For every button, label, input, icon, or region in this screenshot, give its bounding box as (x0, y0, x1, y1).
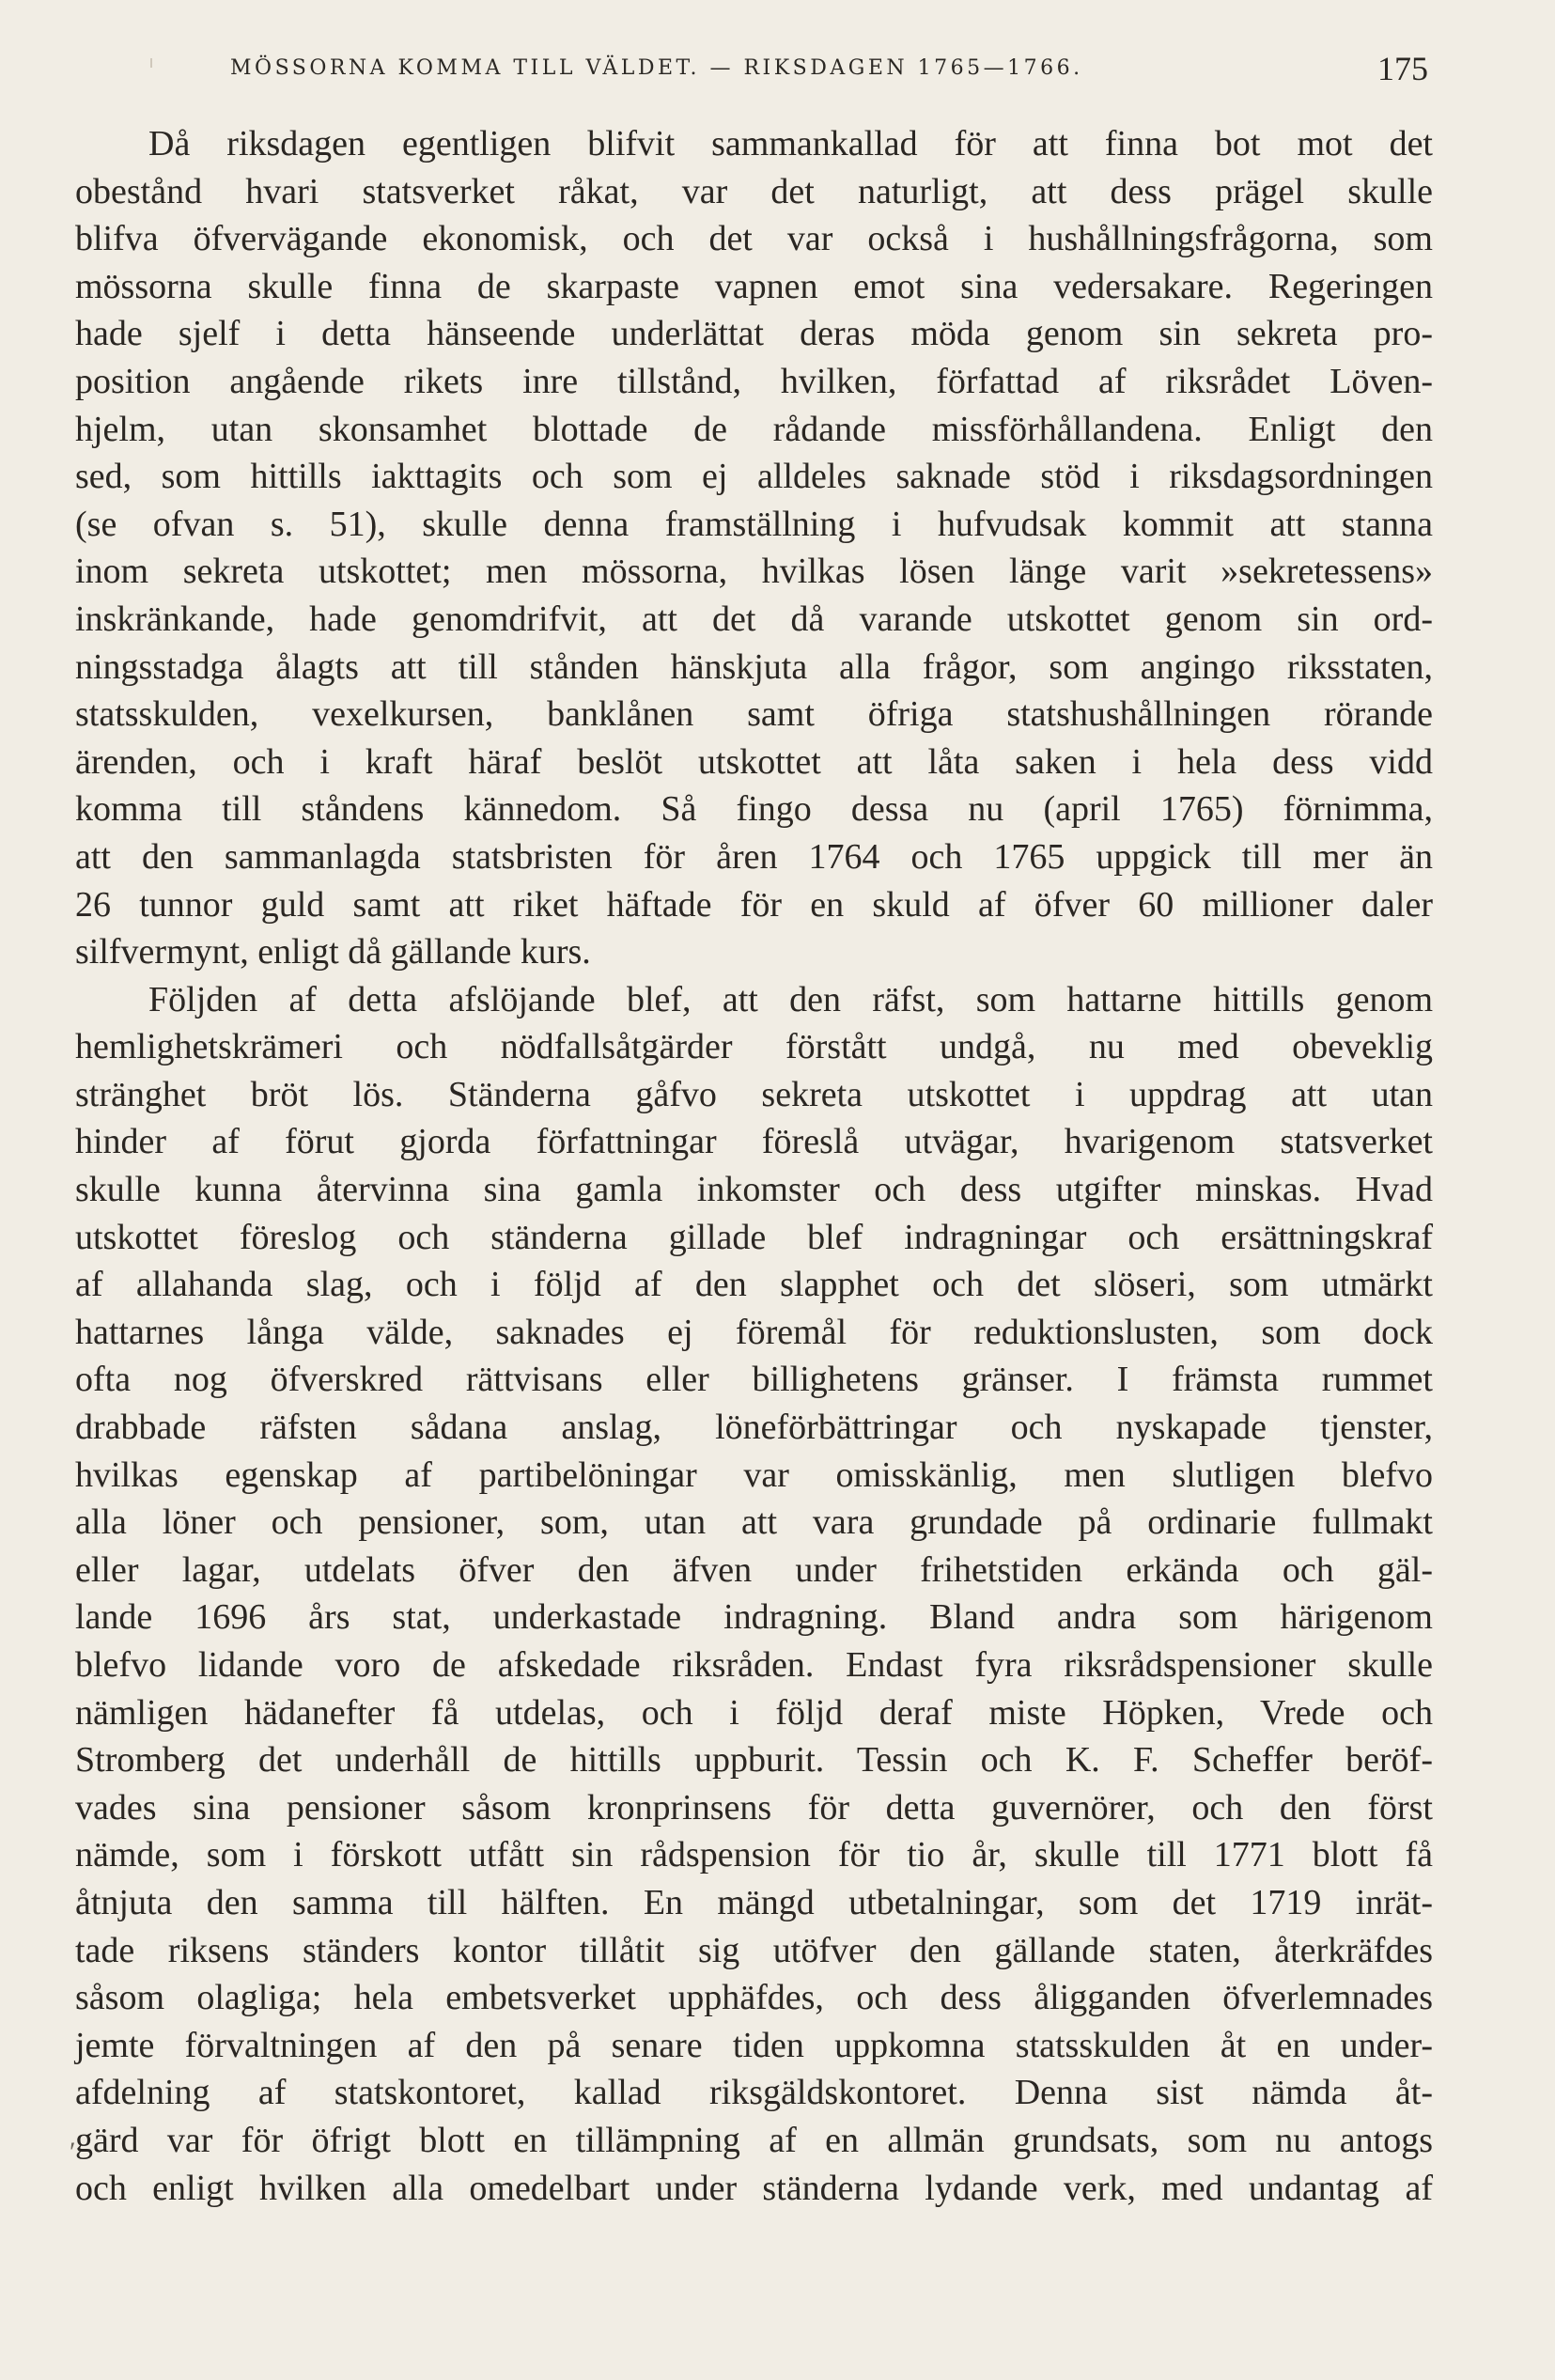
text-line: gärd var för öfrigt blott en tillämpning af en allmän grundsats, som nu antogs (75, 2120, 1433, 2160)
text-line: tade riksens ständers kontor tillåtit sig utöfver den gällande staten, återkräfdes (75, 1930, 1433, 1970)
text-line: ningsstadga ålagts att till stånden hänskjuta alla frågor, som angingo riksstaten, (75, 646, 1433, 687)
text-line: obestånd hvari statsverket råkat, var det naturligt, att dess prägel skulle (75, 171, 1433, 211)
text-line: hattarnes långa välde, saknades ej föremål för reduktionslusten, som dock (75, 1312, 1433, 1352)
text-line: position angående rikets inre tillstånd, hvilken, författad af riksrådet Löven- (75, 361, 1433, 401)
text-line: blefvo lidande voro de afskedade riksråden. Endast fyra riksrådspensioner skulle (75, 1645, 1433, 1685)
text-line: inskränkande, hade genomdrifvit, att det då varande utskottet genom sin ord- (75, 599, 1433, 639)
text-line: och enligt hvilken alla omedelbart under ständerna lydande verk, med undantag af (75, 2168, 1433, 2208)
scan-speck (150, 58, 152, 68)
text-line: nämligen hädanefter få utdelas, och i följd deraf miste Höpken, Vrede och (75, 1692, 1433, 1733)
text-line: mössorna skulle finna de skarpaste vapnen emot sina vedersakare. Regeringen (75, 266, 1433, 306)
text-line: Då riksdagen egentligen blifvit sammankallad för att finna bot mot det (148, 124, 1433, 163)
text-line: hade sjelf i detta hänseende underlättat deras möda genom sin sekreta pro- (75, 314, 1433, 354)
text-line: (se ofvan s. 51), skulle denna framställning i hufvudsak kommit att stanna (75, 504, 1433, 544)
text-line: hjelm, utan skonsamhet blottade de rådande missförhållandena. Enligt den (75, 409, 1433, 449)
body-text (75, 120, 1433, 2212)
text-line: åtnjuta den samma till hälften. En mängd utbetalningar, som det 1719 inrät- (75, 1882, 1433, 1922)
text-line: vades sina pensioner såsom kronprinsens för detta guvernörer, och den först (75, 1787, 1433, 1828)
page-header (230, 49, 1428, 90)
text-line: alla löner och pensioner, som, utan att vara grundade på ordinarie fullmakt (75, 1502, 1433, 1543)
text-line: jemte förvaltningen af den på senare tiden uppkomna statsskulden åt en under- (75, 2025, 1433, 2065)
text-line: inom sekreta utskottet; men mössorna, hvilkas lösen länge varit »sekretessens» (75, 552, 1433, 592)
text-line: sed, som hittills iakttagits och som ej alldeles saknade stöd i riksdagsordningen (75, 457, 1433, 497)
text-line: af allahanda slag, och i följd af den slapphet och det slöseri, som utmärkt (75, 1265, 1433, 1305)
page-number: 175 (1377, 50, 1428, 87)
text-line: ofta nog öfverskred rättvisans eller billighetens gränser. I främsta rummet (75, 1360, 1433, 1400)
margin-mark: ′ (70, 2137, 76, 2168)
text-line: hvilkas egenskap af partibelöningar var omisskänlig, men slutligen blefvo (75, 1454, 1433, 1495)
text-line: Stromberg det underhåll de hittills uppburit. Tessin och K. F. Scheffer beröf- (75, 1740, 1433, 1781)
text-line: nämde, som i förskott utfått sin rådspension för tio år, skulle till 1771 blott få (75, 1835, 1433, 1875)
text-line: 26 tunnor guld samt att riket häftade för en skuld af öfver 60 millioner daler (75, 884, 1433, 925)
text-line: att den sammanlagda statsbristen för åren 1764 och 1765 uppgick till mer än (75, 836, 1433, 877)
running-head: MÖSSORNA KOMMA TILL VÄLDET. — RIKSDAGEN 1765—1766. (230, 56, 1083, 80)
text-line: ärenden, och i kraft häraf beslöt utskottet att låta saken i hela dess vidd (75, 741, 1433, 782)
text-line: eller lagar, utdelats öfver den äfven under frihetstiden erkända och gäl- (75, 1549, 1433, 1590)
text-line: skulle kunna återvinna sina gamla inkomster och dess utgifter minskas. Hvad (75, 1170, 1433, 1210)
text-line: såsom olagliga; hela embetsverket upphäfdes, och dess åligganden öfverlemnades (75, 1978, 1433, 2018)
text-line: utskottet föreslog och ständerna gillade blef indragningar och ersättningskraf (75, 1217, 1433, 1257)
text-line: afdelning af statskontoret, kallad riksgäldskontoret. Denna sist nämda åt- (75, 2073, 1433, 2113)
text-line: Följden af detta afslöjande blef, att den räfst, som hattarne hittills genom (148, 979, 1433, 1019)
text-line: hinder af förut gjorda författningar föreslå utvägar, hvarigenom statsverket (75, 1122, 1433, 1162)
text-line: silfvermynt, enligt då gällande kurs. (75, 932, 591, 972)
text-line: blifva öfvervägande ekonomisk, och det var också i hushållningsfrågorna, som (75, 219, 1433, 259)
text-line: hemlighetskrämeri och nödfallsåtgärder förstått undgå, nu med obeveklig (75, 1027, 1433, 1067)
text-line: lande 1696 års stat, underkastade indragning. Bland andra som härigenom (75, 1597, 1433, 1638)
text-line: stränghet bröt lös. Ständerna gåfvo sekreta utskottet i uppdrag att utan (75, 1074, 1433, 1114)
text-line: statsskulden, vexelkursen, banklånen samt öfriga statshushållningen rörande (75, 694, 1433, 735)
text-line: drabbade räfsten sådana anslag, löneförbättringar och nyskapade tjenster, (75, 1408, 1433, 1448)
text-line: komma till ståndens kännedom. Så fingo dessa nu (april 1765) förnimma, (75, 789, 1433, 830)
